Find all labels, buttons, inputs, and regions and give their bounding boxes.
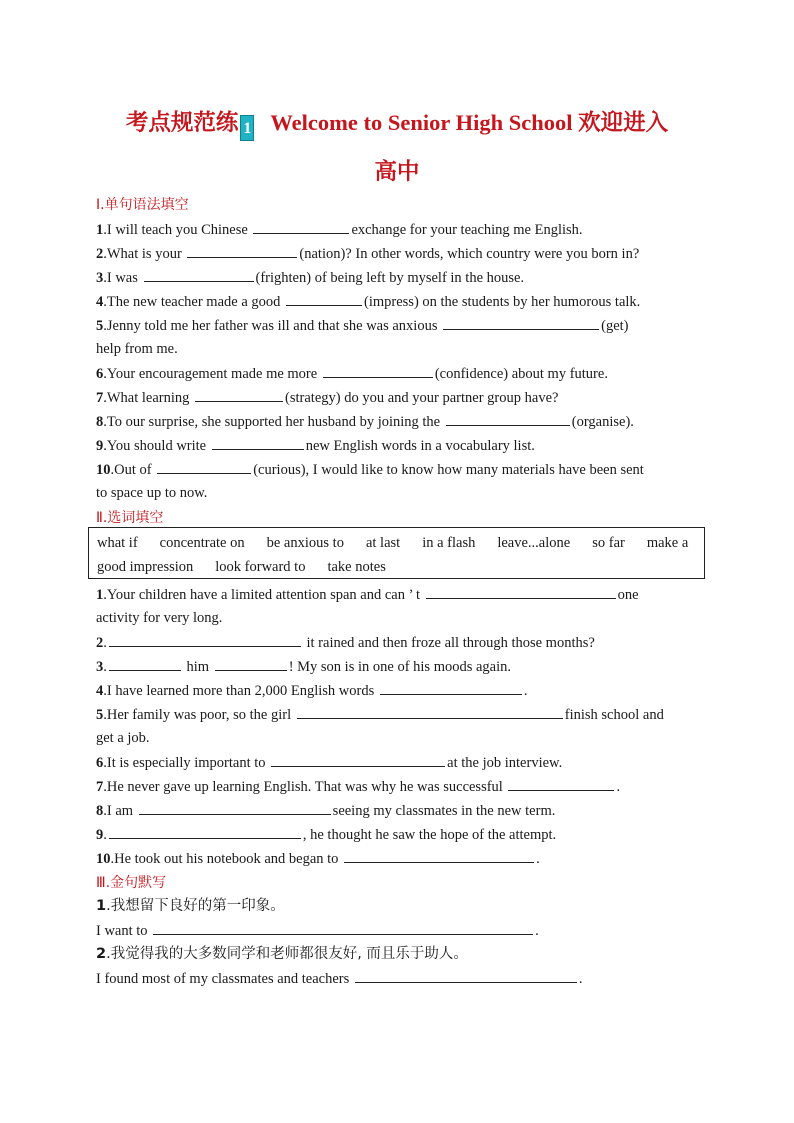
word-bank-phrase: good impression — [97, 559, 194, 575]
answer-blank[interactable] — [109, 824, 301, 839]
s2-question-10: 10.He took out his notebook and began to . — [96, 848, 696, 869]
answer-blank[interactable] — [215, 656, 287, 671]
word-bank-box — [88, 527, 705, 579]
s3-question-1-chinese: 1.我想留下良好的第一印象。 — [96, 898, 285, 914]
s2-question-3: 3. him ! My son is in one of his moods again. — [96, 656, 696, 677]
answer-blank[interactable] — [344, 848, 534, 863]
s1-question-7: 7.What learning (strategy) do you and your partner group have? — [96, 387, 696, 408]
answer-blank[interactable] — [323, 363, 433, 378]
title-chinese: 考点规范练 — [125, 110, 239, 135]
s3-question-1-english: I want to . — [96, 920, 696, 941]
word-bank-row-1 — [97, 535, 688, 552]
answer-blank[interactable] — [139, 800, 331, 815]
word-bank-phrase: leave...alone — [497, 535, 571, 551]
s1-question-9: 9.You should write new English words in a vocabulary list. — [96, 435, 696, 456]
word-bank-phrase: what if — [97, 535, 138, 551]
s2-question-1: 1.Your children have a limited attention span and can ’ t one — [96, 584, 696, 605]
word-bank-phrase: look forward to — [215, 559, 306, 575]
word-bank-phrase: so far — [592, 535, 625, 551]
page-title — [96, 105, 698, 141]
lesson-number-badge: 1 — [240, 115, 254, 141]
word-bank-phrase: take notes — [327, 559, 386, 575]
s2-question-9: 9. , he thought he saw the hope of the attempt. — [96, 824, 696, 845]
s2-question-8: 8.I am seeing my classmates in the new term. — [96, 800, 696, 821]
s1-question-1: 1.I will teach you Chinese exchange for your teaching me English. — [96, 219, 696, 240]
word-bank-phrase: be anxious to — [266, 535, 344, 551]
s2-question-7: 7.He never gave up learning English. That was why he was successful . — [96, 776, 696, 797]
s1-question-10: 10.Out of (curious), I would like to know how many materials have been sent — [96, 459, 696, 480]
answer-blank[interactable] — [109, 632, 301, 647]
answer-blank[interactable] — [297, 704, 563, 719]
s1-question-4: 4.The new teacher made a good (impress) on the students by her humorous talk. — [96, 291, 696, 312]
answer-blank[interactable] — [286, 291, 362, 306]
s1-question-3: 3.I was (frighten) of being left by myself in the house. — [96, 267, 696, 288]
answer-blank[interactable] — [153, 920, 533, 935]
answer-blank[interactable] — [271, 752, 445, 767]
s1-question-6: 6.Your encouragement made me more (confidence) about my future. — [96, 363, 696, 384]
s2-question-5-continued: get a job. — [96, 730, 150, 746]
word-bank-phrase: concentrate on — [159, 535, 245, 551]
s1-question-8: 8.To our surprise, she supported her husband by joining the (organise). — [96, 411, 696, 432]
page-title-continued: 高中 — [374, 159, 420, 184]
word-bank-row-2 — [97, 559, 408, 576]
section-3-heading: Ⅲ.金句默写 — [96, 875, 167, 891]
s3-question-2-chinese: 2.我觉得我的大多数同学和老师都很友好, 而且乐于助人。 — [96, 946, 468, 962]
section-1-heading: Ⅰ.单句语法填空 — [96, 197, 189, 213]
answer-blank[interactable] — [508, 776, 614, 791]
answer-blank[interactable] — [144, 267, 254, 282]
answer-blank[interactable] — [443, 315, 599, 330]
answer-blank[interactable] — [195, 387, 283, 402]
s1-question-2: 2.What is your (nation)? In other words, which country were you born in? — [96, 243, 696, 264]
s1-question-5: 5.Jenny told me her father was ill and that she was anxious (get) — [96, 315, 696, 336]
answer-blank[interactable] — [187, 243, 297, 258]
answer-blank[interactable] — [380, 680, 522, 695]
s1-question-5-continued: help from me. — [96, 341, 178, 357]
answer-blank[interactable] — [253, 219, 349, 234]
word-bank-phrase: make a — [646, 535, 689, 551]
s2-question-1-continued: activity for very long. — [96, 610, 223, 626]
answer-blank[interactable] — [157, 459, 251, 474]
s1-question-10-continued: to space up to now. — [96, 485, 208, 501]
answer-blank[interactable] — [212, 435, 304, 450]
answer-blank[interactable] — [109, 656, 181, 671]
title-english: Welcome to Senior High School 欢迎进入 — [270, 110, 669, 135]
answer-blank[interactable] — [355, 968, 577, 983]
s2-question-6: 6.It is especially important to at the job interview. — [96, 752, 696, 773]
word-bank-phrase: at last — [365, 535, 401, 551]
s2-question-4: 4.I have learned more than 2,000 English words . — [96, 680, 696, 701]
answer-blank[interactable] — [446, 411, 570, 426]
answer-blank[interactable] — [426, 584, 616, 599]
s2-question-5: 5.Her family was poor, so the girl finish school and — [96, 704, 696, 725]
s3-question-2-english: I found most of my classmates and teachers . — [96, 968, 696, 989]
s2-question-2: 2. it rained and then froze all through those months? — [96, 632, 696, 653]
word-bank-phrase: in a flash — [422, 535, 476, 551]
section-2-heading: Ⅱ.选词填空 — [96, 510, 164, 526]
